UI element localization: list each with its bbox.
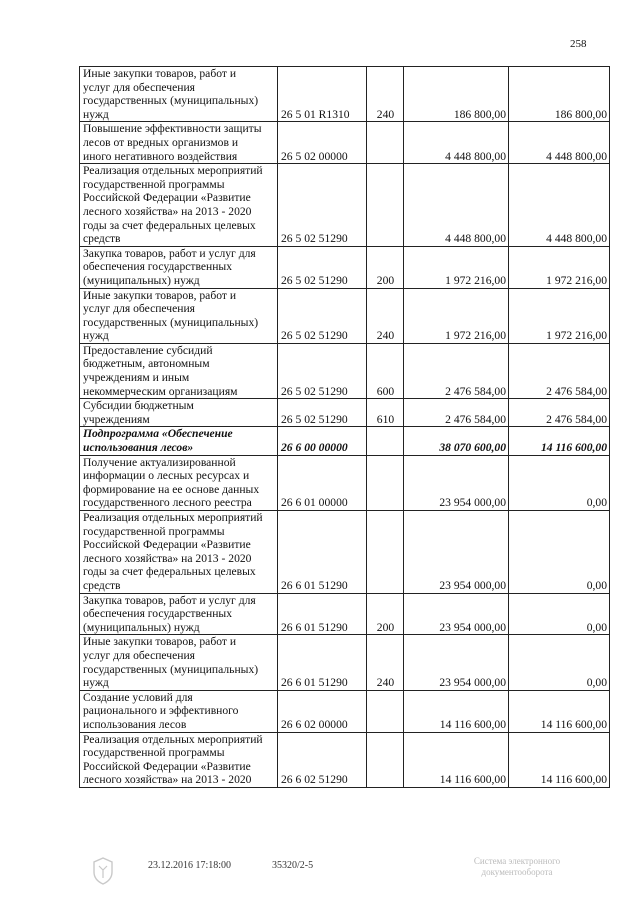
footer-date: 23.12.2016 17:18:00: [148, 860, 232, 871]
table-row: [80, 288, 610, 343]
row-expense-type-cell: 610: [367, 399, 404, 427]
table-row: [80, 427, 610, 455]
row-code-cell: 26 6 00 00000: [278, 427, 367, 455]
row-sum-2017-cell: 4 448 800,00: [404, 122, 509, 164]
row-code-cell: 26 5 01 R1310: [278, 67, 367, 122]
row-name-cell: Субсидии бюджетным учреждениям: [80, 399, 278, 427]
table-row: [80, 164, 610, 247]
row-expense-type-cell: 240: [367, 67, 404, 122]
row-sum-2017-cell: 2 476 584,00: [404, 343, 509, 398]
row-sum-2017-cell: 1 972 216,00: [404, 288, 509, 343]
row-name-cell: Предоставление субсидий бюджетным, автономным учреждениям и иным некоммерческим организациям: [80, 343, 278, 398]
row-code-cell: 26 5 02 51290: [278, 246, 367, 288]
row-name-cell: Закупка товаров, работ и услуг для обеспечения государственных (муниципальных) нужд: [80, 246, 278, 288]
row-code-cell: 26 5 02 51290: [278, 164, 367, 247]
row-sum-2017-cell: 23 954 000,00: [404, 511, 509, 594]
row-expense-type-cell: 240: [367, 635, 404, 690]
row-code-cell: 26 5 02 00000: [278, 122, 367, 164]
table-row: [80, 690, 610, 732]
row-code-cell: 26 6 02 00000: [278, 690, 367, 732]
row-sum-2017-cell: 186 800,00: [404, 67, 509, 122]
table-row: [80, 122, 610, 164]
row-name-cell: Иные закупки товаров, работ и услуг для обеспечения государственных (муниципальных) нужд: [80, 67, 278, 122]
table-row: [80, 455, 610, 510]
row-sum-2017-cell: 2 476 584,00: [404, 399, 509, 427]
row-expense-type-cell: [367, 690, 404, 732]
row-name-cell: Иные закупки товаров, работ и услуг для обеспечения государственных (муниципальных) нужд: [80, 635, 278, 690]
table-row: [80, 399, 610, 427]
table-row: [80, 593, 610, 635]
row-sum-2018-cell: 0,00: [509, 593, 610, 635]
budget-table-body: [80, 67, 610, 788]
row-code-cell: 26 6 02 51290: [278, 732, 367, 787]
row-sum-2018-cell: 4 448 800,00: [509, 164, 610, 247]
row-name-cell: Подпрограмма «Обеспечение использования лесов»: [80, 427, 278, 455]
row-sum-2017-cell: 14 116 600,00: [404, 690, 509, 732]
row-expense-type-cell: 200: [367, 593, 404, 635]
row-name-cell: Иные закупки товаров, работ и услуг для обеспечения государственных (муниципальных) нужд: [80, 288, 278, 343]
row-code-cell: 26 6 01 51290: [278, 511, 367, 594]
footer: [0, 856, 640, 896]
row-sum-2017-cell: 38 070 600,00: [404, 427, 509, 455]
row-sum-2018-cell: 0,00: [509, 455, 610, 510]
row-code-cell: 26 6 01 51290: [278, 635, 367, 690]
row-sum-2018-cell: 0,00: [509, 635, 610, 690]
row-code-cell: 26 6 01 51290: [278, 593, 367, 635]
row-name-cell: Получение актуализированной информации о лесных ресурсах и формирование на ее основе данных государственного лесного реестра: [80, 455, 278, 510]
row-expense-type-cell: [367, 427, 404, 455]
row-name-cell: Реализация отдельных мероприятий государственной программы Российской Федерации «Развитие лесного хозяйства» на 2013 - 2020 годы за счет федеральных целевых средств: [80, 164, 278, 247]
row-expense-type-cell: 600: [367, 343, 404, 398]
row-expense-type-cell: [367, 732, 404, 787]
row-sum-2018-cell: 14 116 600,00: [509, 732, 610, 787]
row-name-cell: Создание условий для рационального и эффективного использования лесов: [80, 690, 278, 732]
table-row: [80, 635, 610, 690]
footer-doc-code: 35320/2-5: [272, 860, 314, 871]
row-expense-type-cell: 200: [367, 246, 404, 288]
row-sum-2017-cell: 1 972 216,00: [404, 246, 509, 288]
budget-table: [79, 66, 610, 788]
row-sum-2018-cell: 2 476 584,00: [509, 399, 610, 427]
row-code-cell: 26 5 02 51290: [278, 399, 367, 427]
row-name-cell: Реализация отдельных мероприятий государственной программы Российской Федерации «Развитие лесного хозяйства» на 2013 - 2020: [80, 732, 278, 787]
row-name-cell: Повышение эффективности защиты лесов от вредных организмов и иного негативного воздействия: [80, 122, 278, 164]
row-sum-2017-cell: 14 116 600,00: [404, 732, 509, 787]
table-row: [80, 511, 610, 594]
table-row: [80, 343, 610, 398]
row-expense-type-cell: [367, 122, 404, 164]
row-sum-2018-cell: 14 116 600,00: [509, 690, 610, 732]
row-code-cell: 26 6 01 00000: [278, 455, 367, 510]
row-code-cell: 26 5 02 51290: [278, 343, 367, 398]
row-sum-2018-cell: 4 448 800,00: [509, 122, 610, 164]
row-expense-type-cell: 240: [367, 288, 404, 343]
row-sum-2017-cell: 23 954 000,00: [404, 593, 509, 635]
row-name-cell: Закупка товаров, работ и услуг для обеспечения государственных (муниципальных) нужд: [80, 593, 278, 635]
footer-watermark: Система электронного документооборота: [473, 856, 561, 877]
row-expense-type-cell: [367, 511, 404, 594]
table-row: [80, 67, 610, 122]
row-sum-2018-cell: 14 116 600,00: [509, 427, 610, 455]
row-sum-2018-cell: 0,00: [509, 511, 610, 594]
row-sum-2018-cell: 1 972 216,00: [509, 246, 610, 288]
row-sum-2017-cell: 23 954 000,00: [404, 455, 509, 510]
row-sum-2018-cell: 1 972 216,00: [509, 288, 610, 343]
row-expense-type-cell: [367, 455, 404, 510]
row-sum-2018-cell: 2 476 584,00: [509, 343, 610, 398]
row-code-cell: 26 5 02 51290: [278, 288, 367, 343]
row-sum-2017-cell: 4 448 800,00: [404, 164, 509, 247]
coat-of-arms-icon: [90, 856, 116, 886]
row-sum-2017-cell: 23 954 000,00: [404, 635, 509, 690]
row-name-cell: Реализация отдельных мероприятий государственной программы Российской Федерации «Развитие лесного хозяйства» на 2013 - 2020 годы за счет федеральных целевых средств: [80, 511, 278, 594]
table-row: [80, 732, 610, 787]
row-expense-type-cell: [367, 164, 404, 247]
table-row: [80, 246, 610, 288]
row-sum-2018-cell: 186 800,00: [509, 67, 610, 122]
page-number: 258: [570, 38, 587, 50]
